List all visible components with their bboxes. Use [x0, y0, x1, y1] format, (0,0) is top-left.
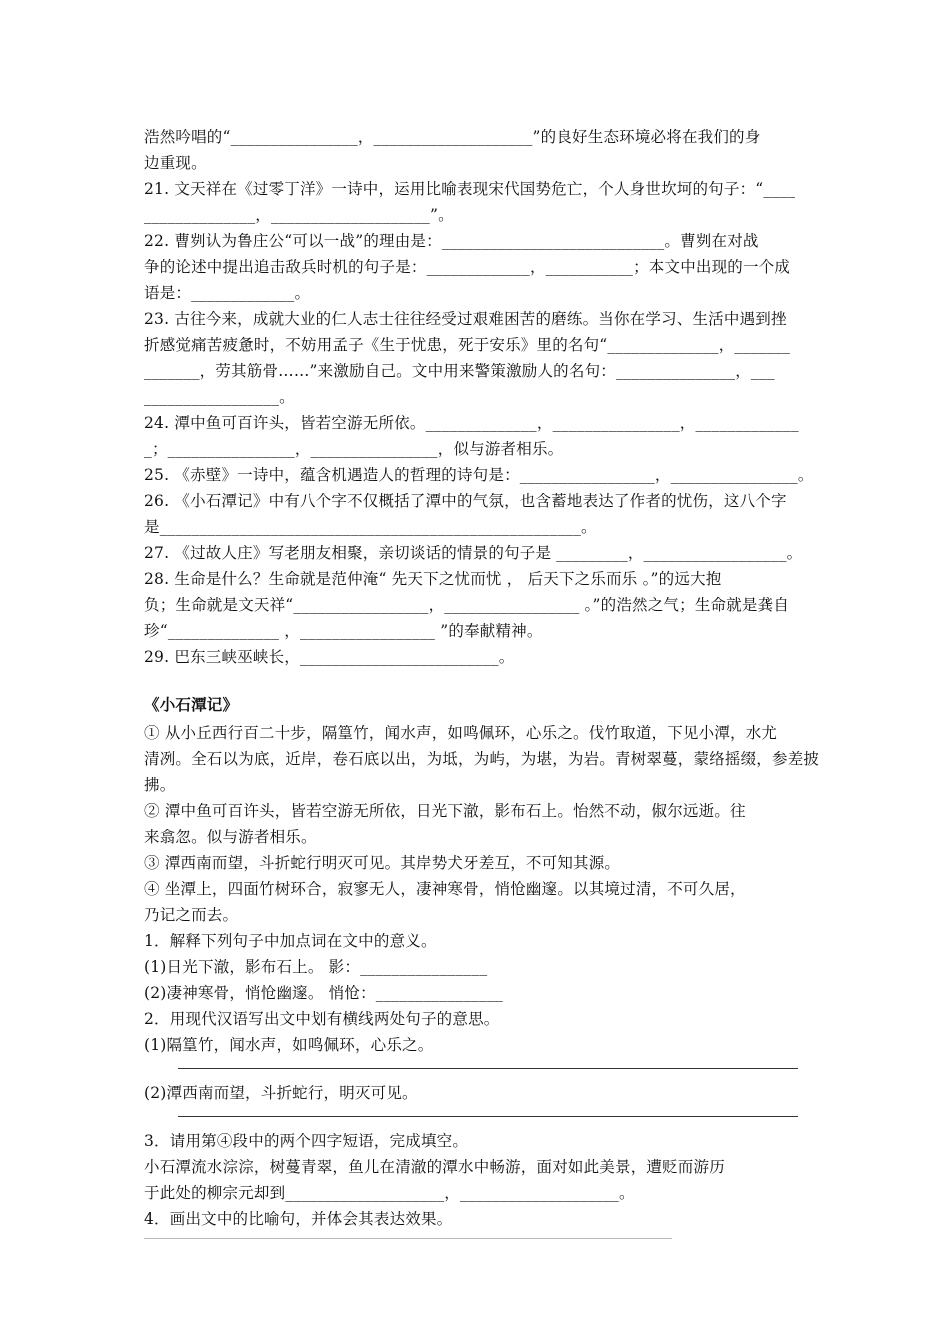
question-29: 29. 巴东三峡巫峡长，_________________________。: [144, 648, 515, 666]
question-26: 26. 《小石潭记》中有八个字不仅概括了潭中的气氛，也含蓄地表达了作者的忧伤，这八个字: [144, 492, 787, 510]
text-line: 于此处的柳宗元却到____________________，____________________。: [144, 1184, 635, 1202]
exercise-2-item: (2)潭西南而望，斗折蛇行，明灭可见。: [144, 1084, 418, 1102]
passage-paragraph: ② 潭中鱼可百许头，皆若空游无所依，日光下澈，影布石上。怡然不动，俶尔远逝。往: [144, 802, 746, 820]
text-line: 乃记之而去。: [144, 906, 239, 924]
text-line: 边重现。: [144, 154, 207, 172]
passage-title: 《小石潭记》: [144, 695, 239, 714]
text-line: 折感觉痛苦疲惫时，不妨用孟子《生于忧患，死于安乐》里的名句“______________，_______: [144, 336, 791, 354]
text-line: 负；生命就是文天祥“_________________，_________________ 。”的浩然之气；生命就是龚自: [144, 596, 790, 614]
exercise-2: 2．用现代汉语写出文中划有横线两处句子的意思。: [144, 1010, 500, 1028]
text-line: 浩然吟唱的“________________，____________________”的良好生态环境必将在我们的身: [144, 128, 761, 146]
text-line: 拂。: [144, 776, 176, 794]
text-line: 小石潭流水淙淙，树蔓青翠，鱼儿在清澈的潭水中畅游，面对如此美景，遭贬而游历: [144, 1158, 725, 1176]
passage-paragraph: ① 从小丘西行百二十步，隔篁竹，闻水声，如鸣佩环，心乐之。伐竹取道，下见小潭，水尤: [144, 724, 778, 742]
question-23: 23. 古往今来，成就大业的仁人志士往往经受过艰难困苦的磨练。当你在学习、生活中遇到挫: [144, 310, 787, 328]
question-22: 22. 曹刿认为鲁庄公“可以一战”的理由是：____________________________。曹刿在对战: [144, 232, 759, 250]
answer-line: [178, 1116, 798, 1117]
text-line: _________________。: [144, 388, 295, 406]
question-21: 21. 文天祥在《过零丁洋》一诗中，运用比喻表现宋代国势危亡，个人身世坎坷的句子：“____: [144, 180, 796, 198]
text-line: 是_____________________________________________________。: [144, 518, 597, 536]
question-25: 25. 《赤壁》一诗中，蕴含机遇造人的哲理的诗句是：_________________，________________。: [144, 466, 814, 484]
passage-paragraph: ③ 潭西南而望，斗折蛇行明灭可见。其岸势犬牙差互，不可知其源。: [144, 854, 621, 872]
exercise-4: 4．画出文中的比喻句，并体会其表达效果。: [144, 1210, 453, 1228]
exercise-3: 3．请用第④段中的两个四字短语，完成填空。: [144, 1132, 469, 1150]
passage-paragraph: ④ 坐潭上，四面竹树环合，寂寥无人，凄神寒骨，悄怆幽邃。以其境过清，不可久居，: [144, 880, 746, 898]
answer-line: [144, 1238, 672, 1239]
text-line: _；________________，________________，似与游者相乐。: [144, 440, 564, 458]
text-line: 语是：_____________。: [144, 284, 311, 302]
exercise-2-item: (1)隔篁竹，闻水声，如鸣佩环，心乐之。: [144, 1036, 434, 1054]
answer-line: [178, 1068, 798, 1069]
text-line: _______，劳其筋骨……”来激励自己。文中用来警策激励人的名句：_______________，___: [144, 362, 775, 380]
exercise-1-item: (2)凄神寒骨，悄怆幽邃。 悄怆：________________: [144, 984, 503, 1002]
question-28: 28. 生命是什么？生命就是范仲淹“ 先天下之忧而忧 ， 后天下之乐而乐 。”的远大抱: [144, 570, 722, 588]
text-line: ______________，____________________”。: [144, 206, 454, 224]
text-line: 来翕忽。似与游者相乐。: [144, 828, 317, 846]
text-line: 清冽。全石以为底，近岸，卷石底以出，为坻，为屿，为堪，为岩。青树翠蔓，蒙络摇缀，参差披: [144, 750, 820, 768]
exercise-1: 1．解释下列句子中加点词在文中的意义。: [144, 932, 437, 950]
text-line: 珍“______________ ，_________________ ”的奉献精神。: [144, 622, 543, 640]
question-24: 24. 潭中鱼可百许头，皆若空游无所依。______________，________________，_____________: [144, 414, 799, 432]
question-27: 27. 《过故人庄》写老朋友相聚，亲切谈话的情景的句子是 _________，__________________。: [144, 544, 803, 562]
exercise-1-item: (1)日光下澈，影布石上。 影：________________: [144, 958, 488, 976]
text-line: 争的论述中提出追击敌兵时机的句子是：_____________，___________；本文中出现的一个成: [144, 258, 791, 276]
